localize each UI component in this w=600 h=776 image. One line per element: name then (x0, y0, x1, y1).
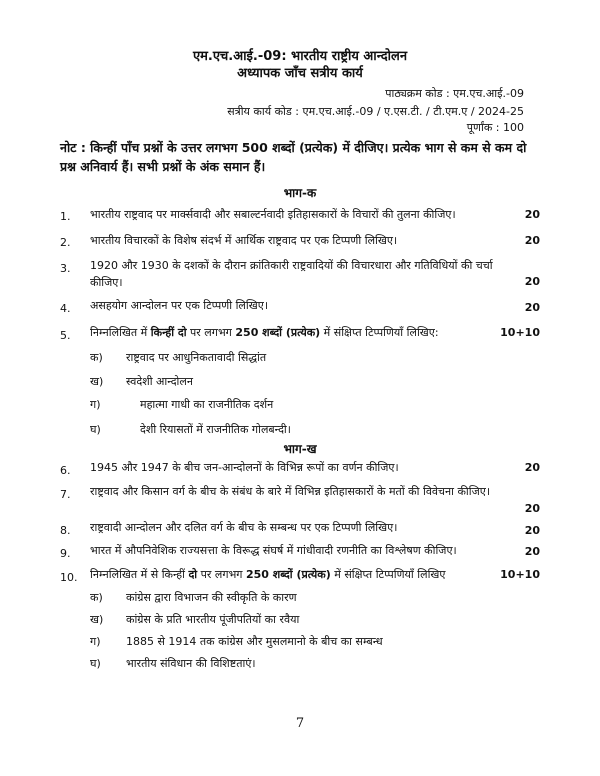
section-b-heading: भाग-ख (283, 442, 317, 456)
question-number: 8. (60, 524, 71, 537)
max-marks: पूर्णांक : 100 (466, 121, 524, 134)
question-text: भारतीय राष्ट्रवाद पर मार्क्सवादी और सबाल्टर्नवादी इतिहासकारों के विचारों की तुलना कीजिए। (90, 208, 456, 221)
document-title: एम.एच.आई.-09: भारतीय राष्ट्रीय आन्दोलन (192, 49, 408, 64)
question-text: राष्ट्रवाद और किसान वर्ग के बीच के संबंध के बारे में विभिन्न इतिहासकारों के मतों की विवेचना कीजिए। (90, 485, 491, 498)
sub-question-label: घ) (90, 423, 101, 436)
question-marks: 20 (524, 208, 540, 221)
question-number: 4. (60, 302, 71, 315)
sub-question-text: देशी रियासतों में राजनीतिक गोलबन्दी। (140, 423, 291, 436)
question-marks: 20 (524, 524, 540, 537)
sub-question-text: कांग्रेस के प्रति भारतीय पूंजीपतियों का रवैया (126, 613, 300, 626)
sub-question-label: ख) (90, 613, 104, 626)
sub-question-text: 1885 से 1914 तक कांग्रेस और मुसलमानो के बीच का सम्बन्ध (126, 635, 383, 648)
question-number: 7. (60, 488, 71, 501)
question-marks: 20 (524, 461, 540, 474)
question-number: 5. (60, 329, 71, 342)
question-marks: 20 (524, 502, 540, 515)
question-number: 9. (60, 547, 71, 560)
question-text: असहयोग आन्दोलन पर एक टिप्पणी लिखिए। (90, 299, 268, 312)
course-code: पाठ्यक्रम कोड : एम.एच.आई.-09 (385, 87, 524, 100)
question-marks: 20 (524, 275, 540, 288)
question-text: निम्नलिखित में से किन्हीं दो पर लगभग 250 शब्दों (प्रत्येक) में संक्षिप्त टिप्पणियाँ लिखिए (90, 568, 446, 581)
question-text: 1945 और 1947 के बीच जन-आन्दोलनों के विभिन्न रूपों का वर्णन कीजिए। (90, 461, 399, 474)
question-number: 3. (60, 262, 71, 275)
question-marks: 10+10 (500, 568, 540, 581)
question-marks: 20 (524, 301, 540, 314)
sub-question-label: क) (90, 591, 103, 604)
question-number: 6. (60, 464, 71, 477)
question-marks: 20 (524, 234, 540, 247)
sub-question-text: राष्ट्रवाद पर आधुनिकतावादी सिद्धांत (126, 351, 267, 364)
instructions-note: नोट : किन्हीं पाँच प्रश्नों के उत्तर लगभग 500 शब्दों (प्रत्येक) में दीजिए। प्रत्येक भाग से कम से कम दो प्रश्न अनिवार्य हैं। सभी प्रश्नों के अंक समान हैं। (60, 140, 527, 174)
sub-question-text: कांग्रेस द्वारा विभाजन की स्वीकृति के कारण (126, 591, 297, 604)
sub-question-label: घ) (90, 657, 101, 670)
question-marks: 10+10 (500, 326, 540, 339)
question-text: 1920 और 1930 के दशकों के दौरान क्रांतिकारी राष्ट्रवादियों की विचारधारा और गतिविधियों की चर्चा कीजिए। (90, 259, 493, 289)
question-number: 10. (60, 571, 78, 584)
page-number: 7 (295, 716, 305, 731)
question-number: 2. (60, 236, 71, 249)
document-subtitle: अध्यापक जाँच सत्रीय कार्य (237, 66, 363, 81)
sub-question-label: ख) (90, 375, 104, 388)
sub-question-text: भारतीय संविधान की विशिष्टताएं। (126, 657, 256, 670)
section-a-heading: भाग-क (283, 186, 317, 200)
question-text: भारत में औपनिवेशिक राज्यसत्ता के विरूद्ध संघर्ष में गांधीवादी रणनीति का विश्लेषण कीजिए। (90, 544, 457, 557)
sub-question-text: महात्मा गाधी का राजनीतिक दर्शन (140, 398, 274, 411)
question-text: भारतीय विचारकों के विशेष संदर्भ में आर्थिक राष्ट्रवाद पर एक टिप्पणी लिखिए। (90, 234, 398, 247)
sub-question-label: ग) (90, 398, 101, 411)
sub-question-label: क) (90, 351, 103, 364)
question-text: निम्नलिखित में किन्हीं दो पर लगभग 250 शब्दों (प्रत्येक) में संक्षिप्त टिप्पणियाँ लिखिए: (90, 326, 439, 339)
question-number: 1. (60, 210, 71, 223)
question-text: राष्ट्रवादी आन्दोलन और दलित वर्ग के बीच के सम्बन्ध पर एक टिप्पणी लिखिए। (90, 521, 398, 534)
sub-question-label: ग) (90, 635, 101, 648)
assignment-code: सत्रीय कार्य कोड : एम.एच.आई.-09 / ए.एस.टी. / टी.एम.ए / 2024-25 (227, 105, 524, 118)
question-marks: 20 (524, 545, 540, 558)
sub-question-text: स्वदेशी आन्दोलन (126, 375, 193, 388)
